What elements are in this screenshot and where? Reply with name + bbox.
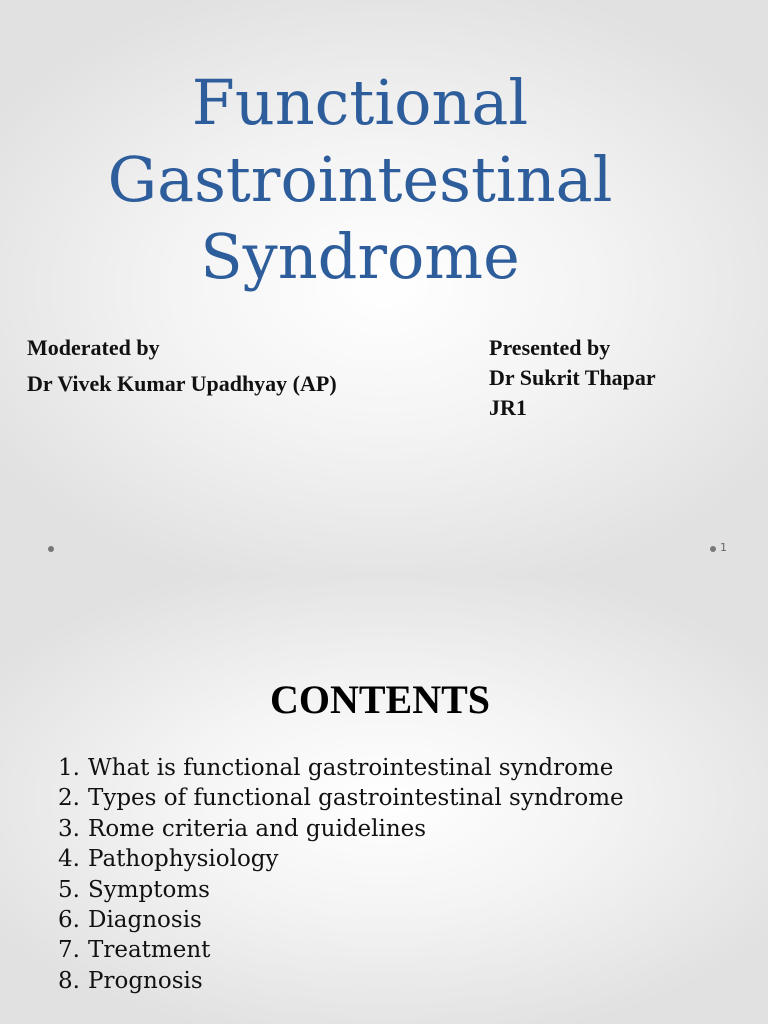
item-number: 8. xyxy=(58,967,80,994)
list-item xyxy=(58,753,624,783)
item-number: 1. xyxy=(58,755,80,781)
item-text: What is functional gastrointestinal syndrome xyxy=(88,755,614,781)
list-item xyxy=(58,905,624,935)
list-item xyxy=(58,966,624,996)
item-text: Treatment xyxy=(88,937,211,964)
item-number: 5. xyxy=(58,876,80,903)
item-text: Types of functional gastrointestinal syndrome xyxy=(88,785,624,812)
list-item xyxy=(58,814,624,844)
item-text: Prognosis xyxy=(88,967,203,994)
item-number: 2. xyxy=(58,785,80,812)
slide-title xyxy=(40,64,680,295)
presented-by-label: Presented by xyxy=(489,335,611,360)
item-text: Diagnosis xyxy=(88,907,202,934)
presenter-name: Dr Sukrit Thapar xyxy=(489,365,656,390)
item-text: Symptoms xyxy=(88,876,210,903)
presenter-role: JR1 xyxy=(489,395,527,420)
item-number: 3. xyxy=(58,815,80,842)
item-number: 4. xyxy=(58,846,80,873)
moderator-name: Dr Vivek Kumar Upadhyay (AP) xyxy=(27,371,337,396)
list-item xyxy=(58,844,624,874)
title-line-3: Syndrome xyxy=(200,220,520,293)
item-number: 6. xyxy=(58,907,80,934)
title-line-2: Gastrointestinal xyxy=(107,143,613,216)
moderator-block xyxy=(27,333,337,399)
item-text: Rome criteria and guidelines xyxy=(88,815,427,842)
list-item xyxy=(58,875,624,905)
contents-list xyxy=(58,753,624,996)
list-item xyxy=(58,935,624,965)
moderated-by-label: Moderated by xyxy=(27,335,160,360)
contents-heading: CONTENTS xyxy=(269,677,491,722)
contents-slide xyxy=(0,576,768,1024)
item-number: 7. xyxy=(58,937,80,964)
item-text: Pathophysiology xyxy=(88,846,279,873)
title-line-1: Functional xyxy=(191,66,529,139)
presenter-block xyxy=(489,333,656,423)
bullet-dot-right xyxy=(710,546,716,552)
list-item xyxy=(58,783,624,813)
bullet-dot-left xyxy=(48,546,54,552)
slide-number: 1 xyxy=(720,541,727,554)
